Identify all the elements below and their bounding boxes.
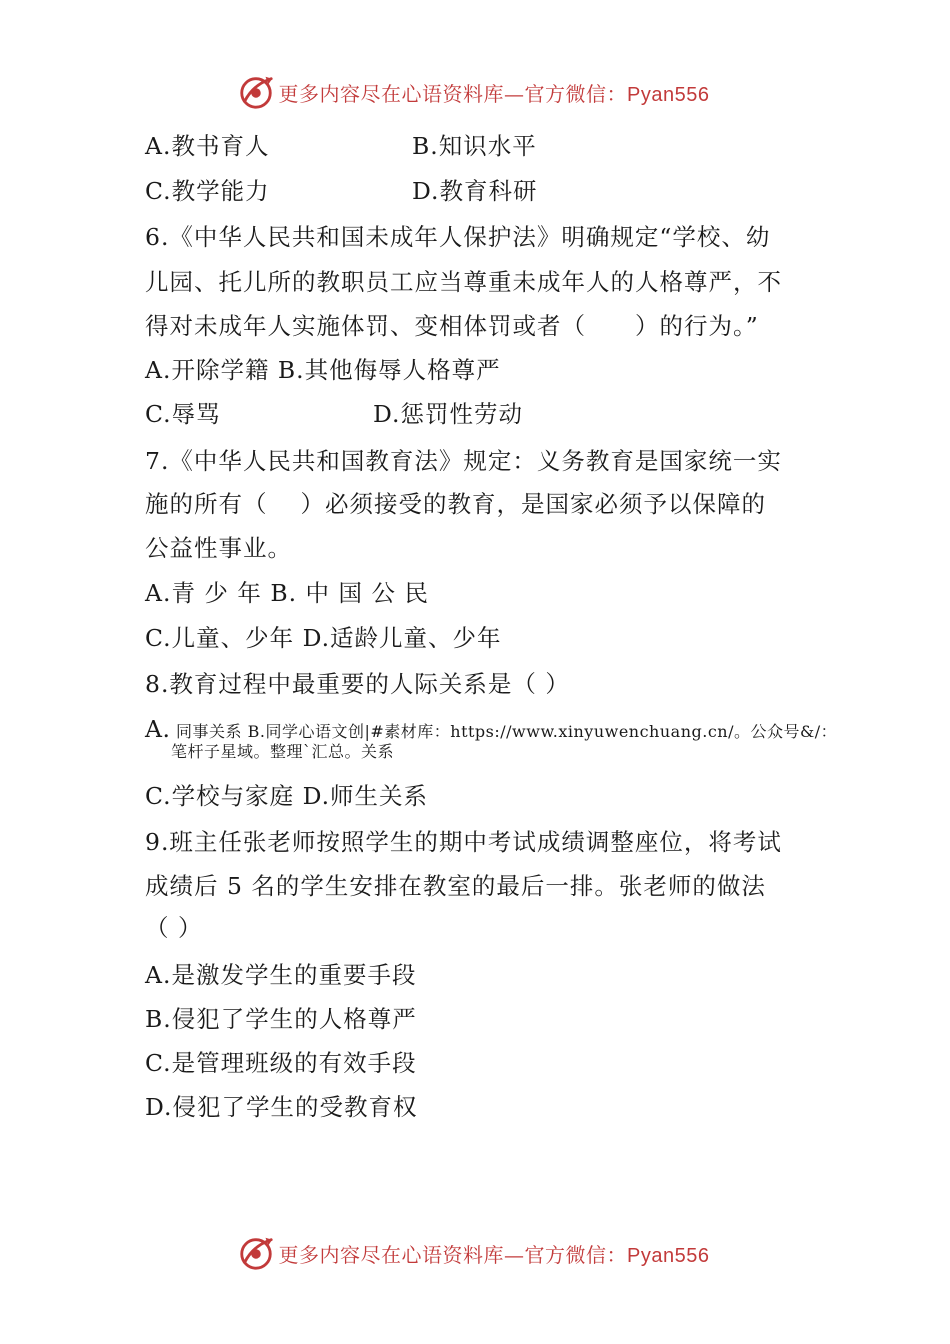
q6-stem-line-1: 6.《中华人民共和国未成年人保护法》明确规定“学校、幼 [145, 223, 771, 251]
q8-option-a-line-2: 笔杆子星域。整理`汇总。关系 [171, 742, 395, 761]
header-wechat-id: Pyan556 [627, 83, 710, 106]
q7-option-cd: C.儿童、少年 D.适龄儿童、少年 [145, 624, 502, 652]
q8-option-a-line-1 [145, 715, 838, 743]
q6-option-d: D.惩罚性劳动 [373, 400, 523, 428]
q8-option-a-prefix: A. [145, 715, 171, 743]
header-banner-text: 更多内容尽在心语资料库—官方微信：Pyan556 [278, 81, 710, 106]
logo-icon [237, 1234, 275, 1272]
q7-stem-line-1: 7.《中华人民共和国教育法》规定：义务教育是国家统一实 [145, 447, 782, 475]
q8-stem: 8.教育过程中最重要的人际关系是（ ） [145, 670, 570, 698]
q6-stem-line-2: 儿园、托儿所的教职员工应当尊重未成年人的人格尊严，不 [145, 268, 782, 296]
q7-option-ab: A.青 少 年 B. 中 国 公 民 [145, 579, 429, 607]
q5-option-d: D.教育科研 [412, 177, 538, 205]
q6-option-ab: A.开除学籍 B.其他侮辱人格尊严 [145, 356, 501, 384]
q9-stem-line-2: 成绩后 5 名的学生安排在教室的最后一排。张老师的做法 [145, 872, 766, 900]
q5-option-a: A.教书育人 [145, 132, 270, 160]
footer-wechat-id: Pyan556 [627, 1244, 710, 1267]
q9-option-d: D.侵犯了学生的受教育权 [145, 1093, 418, 1121]
logo-icon [237, 73, 275, 111]
q9-option-b: B.侵犯了学生的人格尊严 [145, 1005, 417, 1033]
footer-banner-text: 更多内容尽在心语资料库—官方微信：Pyan556 [278, 1242, 710, 1267]
footer-banner [0, 1231, 950, 1275]
q9-stem-line-3: （ ） [145, 914, 203, 942]
q6-option-c: C.辱骂 [145, 400, 221, 428]
q9-option-c: C.是管理班级的有效手段 [145, 1049, 417, 1077]
q7-stem-line-2: 施的所有（ ）必须接受的教育，是国家必须予以保障的 [145, 490, 766, 518]
q6-stem-line-3: 得对未成年人实施体罚、变相体罚或者（ ）的行为。” [145, 312, 759, 340]
q8-option-a-text-1: 同事关系 B.同学心语文创|#素材库：https://www.xinyuwenchuang.cn/。公众号&/： [170, 722, 838, 741]
q9-stem-line-1: 9.班主任张老师按照学生的期中考试成绩调整座位，将考试 [145, 828, 782, 856]
q7-stem-line-3: 公益性事业。 [145, 534, 292, 562]
q5-option-b: B.知识水平 [412, 132, 537, 160]
header-banner [0, 70, 950, 114]
q8-option-cd: C.学校与家庭 D.师生关系 [145, 782, 429, 810]
q5-option-c: C.教学能力 [145, 177, 270, 205]
q9-option-a: A.是激发学生的重要手段 [145, 961, 417, 989]
